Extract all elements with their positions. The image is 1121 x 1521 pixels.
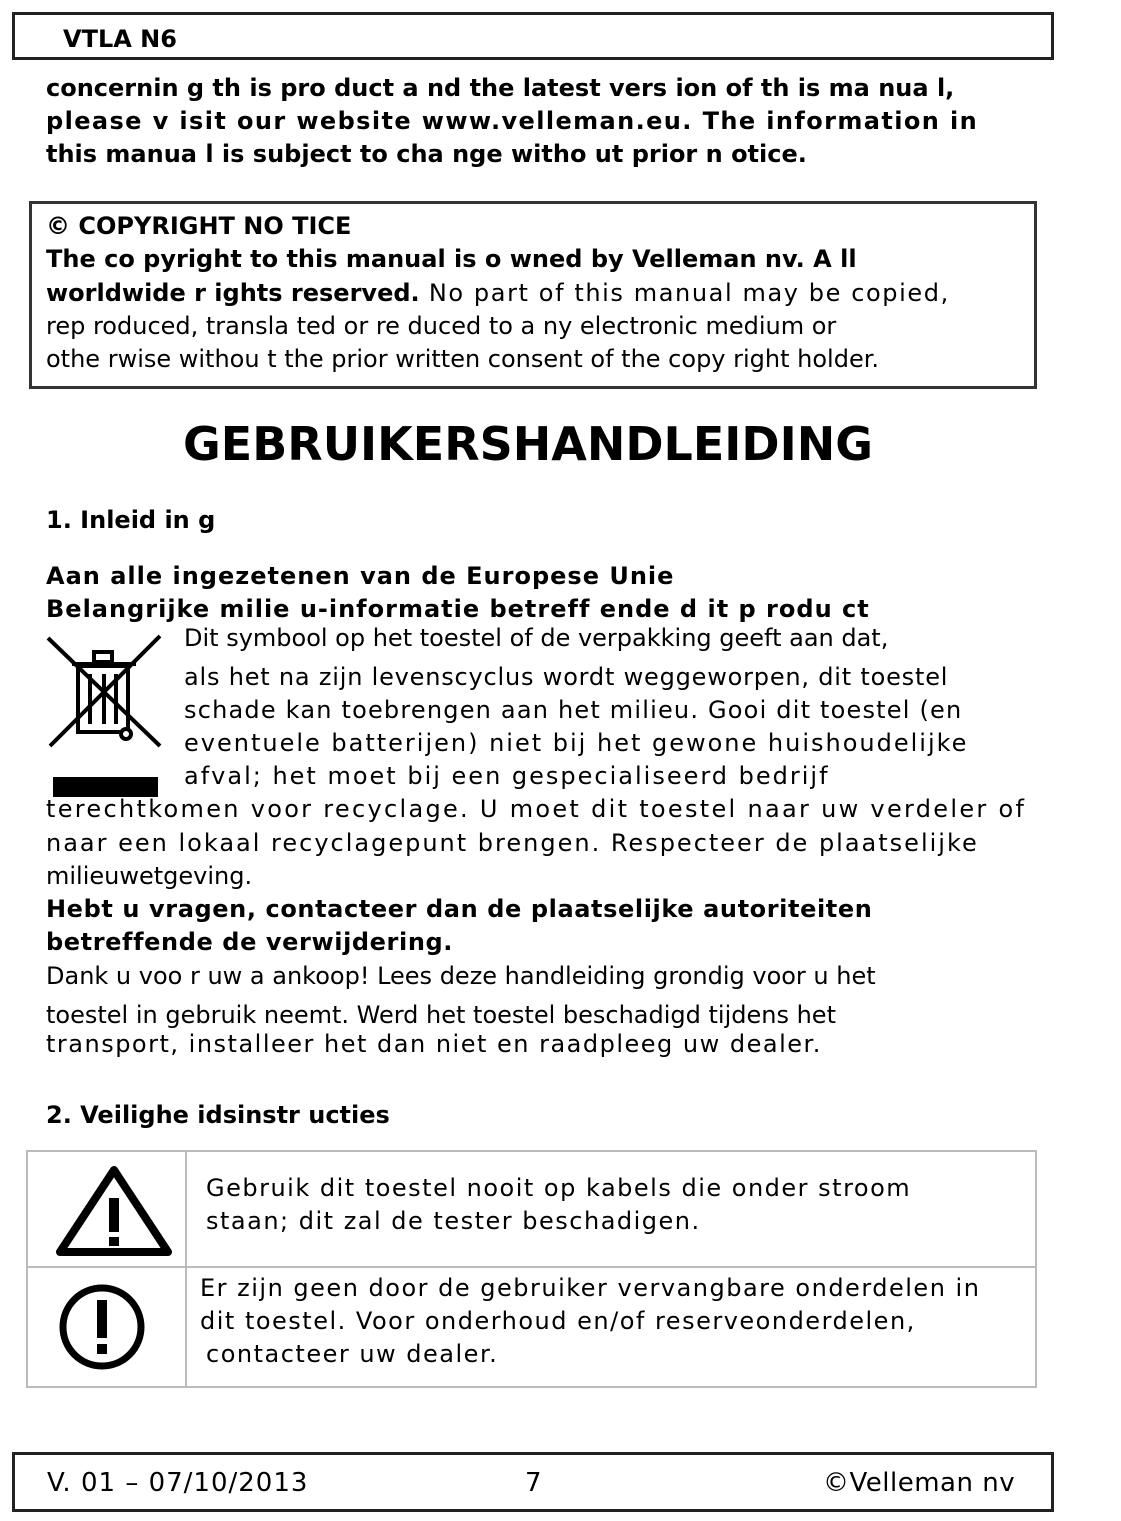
intro-line-3: this manua l is subject to cha nge witho ut prior n otice. xyxy=(46,140,807,168)
symbol-text-4: eventuele batterijen) niet bij het gewone huishoudelijke xyxy=(184,729,969,757)
safety-row-2-line-2: dit toestel. Voor onderhoud en/of reserveonderdelen, xyxy=(200,1307,916,1335)
eu-heading-1: Aan alle ingezetenen van de Europese Unie xyxy=(46,562,675,590)
version-date: V. 01 – 07/10/2013 xyxy=(47,1468,309,1498)
copyright-line-1: The co pyright to this manual is o wned by Velleman nv. A ll xyxy=(46,245,857,273)
company-copyright: ©Velleman nv xyxy=(823,1468,1016,1498)
thanks-line-2: toestel in gebruik neemt. Werd het toestel beschadigd tijdens het xyxy=(46,1001,836,1029)
safety-row-2-text xyxy=(198,1270,1030,1382)
exclamation-circle-icon xyxy=(52,1282,152,1372)
intro-line-1: concernin g th is pro duct a nd the latest vers ion of th is ma nua l, xyxy=(46,74,955,102)
eu-heading-2: Belangrijke milie u-informatie betreff ende d it p rodu ct xyxy=(46,595,870,623)
questions-line-1: Hebt u vragen, contacteer dan de plaatselijke autoriteiten xyxy=(46,895,873,923)
symbol-text-3: schade kan toebrengen aan het milieu. Gooi dit toestel (en xyxy=(184,696,963,724)
thanks-line-1: Dank u voo r uw a ankoop! Lees deze handleiding grondig voor u het xyxy=(46,962,876,990)
safety-table xyxy=(26,1150,1037,1388)
thanks-line-3: transport, installeer het dan niet en raadpleeg uw dealer. xyxy=(46,1030,822,1058)
warning-triangle-icon xyxy=(54,1164,174,1258)
footer-box xyxy=(12,1452,1054,1512)
table-divider-horizontal xyxy=(28,1266,1035,1268)
section-1-heading: 1. Inleid in g xyxy=(46,506,216,534)
no-copy-statement: No part of this manual may be copied, xyxy=(419,279,950,307)
symbol-text-2: als het na zijn levenscyclus wordt weggeworpen, dit toestel xyxy=(184,663,949,691)
safety-row-1-line-2: staan; dit zal de tester beschadigen. xyxy=(206,1207,701,1235)
copyright-line-4: othe rwise withou t the prior written consent of the copy right holder. xyxy=(46,345,880,373)
page-number: 7 xyxy=(525,1468,542,1498)
safety-row-2-line-1: Er zijn geen door de gebruiker vervangbare onderdelen in xyxy=(200,1274,981,1302)
crossed-bin-icon xyxy=(44,630,164,750)
header-box xyxy=(12,12,1054,60)
copyright-line-2 xyxy=(46,277,950,309)
copyright-title: © COPYRIGHT NO TICE xyxy=(46,212,352,240)
recycle-text-2: naar een lokaal recyclagepunt brengen. Respecteer de plaatselijke xyxy=(46,829,979,857)
symbol-text-1: Dit symbool op het toestel of de verpakking geeft aan dat, xyxy=(184,624,889,652)
intro-line-2: please v isit our website www.velleman.eu. The information in xyxy=(46,107,979,135)
rights-reserved: worldwide r ights reserved. xyxy=(46,279,420,307)
safety-row-2-line-3: contacteer uw dealer. xyxy=(206,1340,499,1368)
safety-row-1-line-1: Gebruik dit toestel nooit op kabels die onder stroom xyxy=(206,1174,912,1202)
questions-line-2: betreffende de verwijdering. xyxy=(46,928,453,956)
section-2-heading: 2. Veilighe idsinstr ucties xyxy=(46,1101,390,1129)
recycle-text-3: milieuwetgeving. xyxy=(46,862,253,890)
table-divider-vertical xyxy=(185,1152,187,1386)
copyright-line-3: rep roduced, transla ted or re duced to a ny electronic medium or xyxy=(46,312,837,340)
symbol-text-5: afval; het moet bij een gespecialiseerd bedrijf xyxy=(184,762,830,790)
model-name: VTLA N6 xyxy=(63,25,177,53)
manual-title: GEBRUIKERSHANDLEIDING xyxy=(183,417,873,471)
recycle-text-1: terechtkomen voor recyclage. U moet dit toestel naar uw verdeler of xyxy=(46,795,1027,823)
